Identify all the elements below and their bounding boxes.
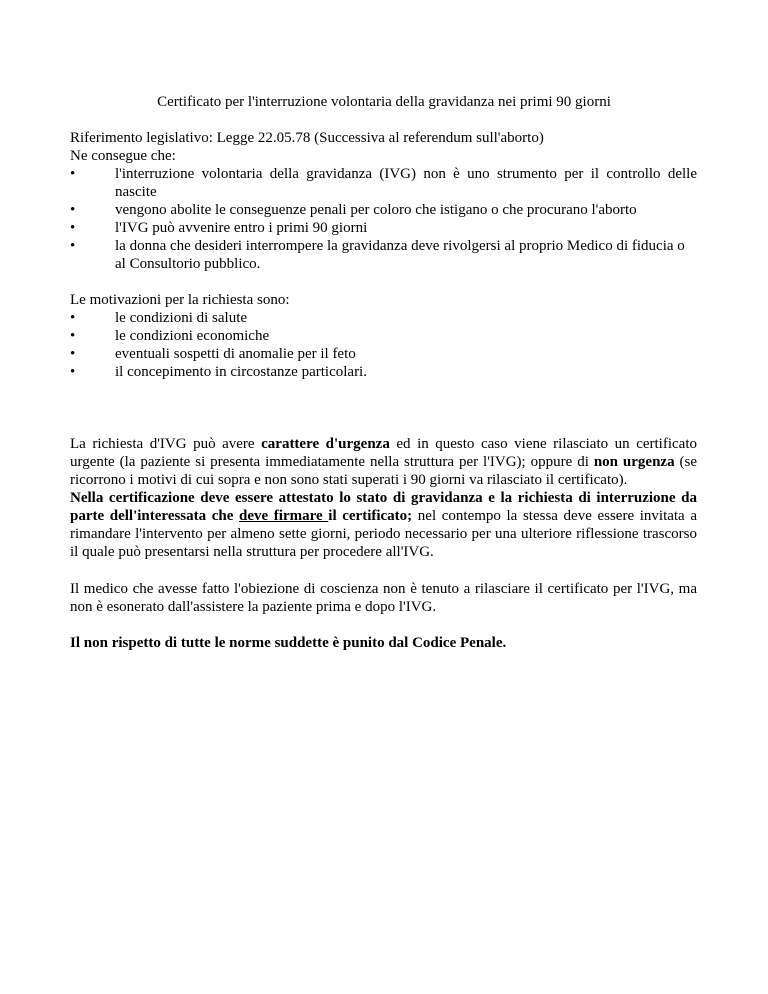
motivations-intro: Le motivazioni per la richiesta sono: [70,292,290,308]
list-item-text: le condizioni economiche [115,328,270,344]
list-item [70,219,697,237]
consequence-list [70,165,697,273]
motivations-list [70,309,697,381]
bullet-icon: • [70,346,76,362]
bullet-icon: • [70,202,76,218]
legal-reference-section [70,129,697,273]
list-item [70,309,697,327]
list-item-text: l'IVG può avvenire entro i primi 90 giorni [115,220,368,236]
motivations-section [70,291,697,381]
list-item-text: il concepimento in circostanze particolari. [115,364,367,380]
non-urgency-emphasis: non urgenza [593,454,675,470]
urgency-text-2: ed in questo caso viene rilasciato un certificato urgente (la paziente si presenta immediatamente nella struttura per l'IVG); oppure di [70,436,697,470]
bullet-icon: • [70,166,76,182]
list-item-text: l'interruzione volontaria della gravidanza (IVG) non è uno strumento per il controllo delle nascite [115,166,697,200]
penalty-statement: Il non rispetto di tutte le norme suddette è punito dal Codice Penale. [70,635,507,651]
list-item-text: eventuali sospetti di anomalie per il feto [115,346,356,362]
list-item [70,237,697,273]
list-item-text: la donna che desideri interrompere la gravidanza deve rivolgersi al proprio Medico di fiducia o al Consultorio pubblico. [115,238,685,272]
certification-paragraph [70,489,697,561]
certification-requirement: Nella certificazione deve essere attestato lo stato di gravidanza e la richiesta di interruzione da parte dell'interessata che [70,490,697,524]
bullet-icon: • [70,310,76,326]
list-item [70,363,697,381]
list-item [70,165,697,201]
legal-reference: Riferimento legislativo: Legge 22.05.78 (Successiva al referendum sull'aborto) [70,130,544,146]
urgency-text-1: La richiesta d'IVG può avere [70,436,262,452]
consequence-intro: Ne consegue che: [70,148,176,164]
list-item-text: vengono abolite le conseguenze penali per coloro che istigano o che procurano l'aborto [115,202,637,218]
list-item [70,327,697,345]
list-item [70,345,697,363]
urgency-section [70,435,697,561]
urgency-paragraph [70,435,697,489]
list-item [70,201,697,219]
bullet-icon: • [70,238,76,254]
bullet-icon: • [70,328,76,344]
bullet-icon: • [70,220,76,236]
list-item-text: le condizioni di salute [115,310,248,326]
bullet-icon: • [70,364,76,380]
waiting-period-text: nel contempo la stessa deve essere invitata a rimandare l'intervento per almeno sette giorni, periodo necessario per una ulteriore riflessione trascorso il quale può presentarsi nella struttura per procedere all'IVG. [70,508,697,560]
urgency-emphasis: carattere d'urgenza [261,436,390,452]
certificate-word: il certificato; [328,508,413,524]
urgency-text-3: (se ricorrono i motivi di cui sopra e non sono stati superati i 90 giorni va rilasciato il certificato). [70,454,697,488]
document-title: Certificato per l'interruzione volontaria della gravidanza nei primi 90 giorni [157,94,611,110]
signature-requirement: deve firmare [239,508,329,524]
objection-paragraph: Il medico che avesse fatto l'obiezione di coscienza non è tenuto a rilasciare il certificato per l'IVG, ma non è esonerato dall'assistere la paziente prima e dopo l'IVG. [70,581,697,615]
